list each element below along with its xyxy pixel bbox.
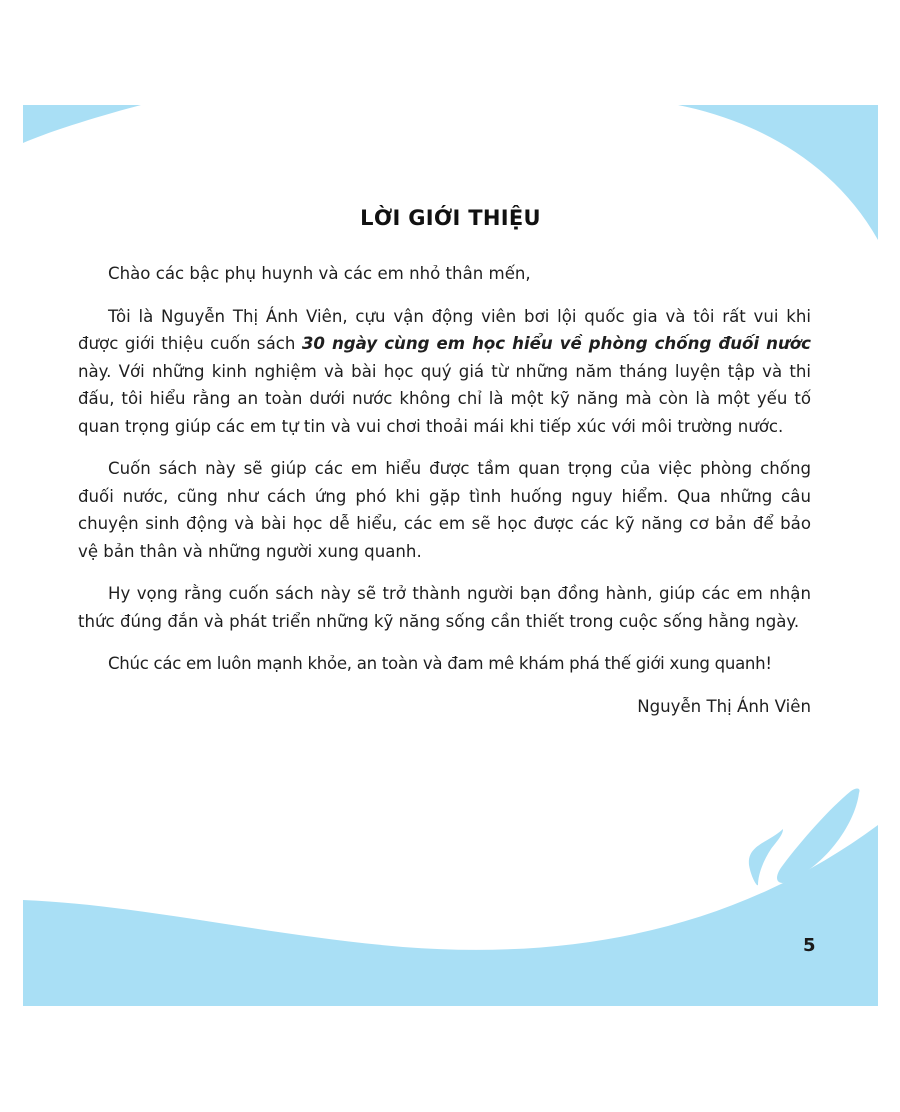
signature: Nguyễn Thị Ánh Viên	[637, 696, 811, 716]
page-title: LỜI GIỚI THIỆU	[360, 206, 541, 230]
greeting-paragraph: Chào các bậc phụ huynh và các em nhỏ thân mến,	[108, 264, 531, 283]
top-left-wave	[23, 105, 141, 143]
body-paragraph-3: Hy vọng rằng cuốn sách này sẽ trở thành người bạn đồng hành, giúp các em nhận thức đúng đắn và phát triển những kỹ năng sống cần thiết trong cuộc sống hằng ngày.	[78, 584, 811, 631]
intro-text-before: Tôi là Nguyễn Thị Ánh Viên, cựu vận động viên bơi lội quốc gia và tôi rất vui khi được giới thiệu cuốn sách	[78, 306, 811, 353]
intro-text-after: này. Với những kinh nghiệm và bài học quý giá từ những năm tháng luyện tập và thi đấu, tôi hiểu rằng an toàn dưới nước không chỉ là một kỹ năng mà còn là một yếu tố quan trọng giúp các em tự tin và vui chơi thoải mái khi tiếp xúc với môi trường nước.	[78, 361, 811, 436]
intro-paragraph	[78, 303, 811, 441]
page-number: 5	[803, 935, 816, 956]
bottom-wave	[23, 825, 878, 1006]
book-page	[23, 105, 878, 1006]
body-paragraph-2: Cuốn sách này sẽ giúp các em hiểu được tầm quan trọng của việc phòng chống đuối nước, cũng như cách ứng phó khi gặp tình huống nguy hiểm. Qua những câu chuyện sinh động và bài học dễ hiểu, các em sẽ học được các kỹ năng cơ bản để bảo vệ bản thân và những người xung quanh.	[78, 459, 811, 561]
closing-paragraph: Chúc các em luôn mạnh khỏe, an toàn và đam mê khám phá thế giới xung quanh!	[108, 654, 772, 673]
introduction-body	[78, 260, 811, 720]
book-title: 30 ngày cùng em học hiểu về phòng chống đuối nước	[301, 334, 811, 353]
